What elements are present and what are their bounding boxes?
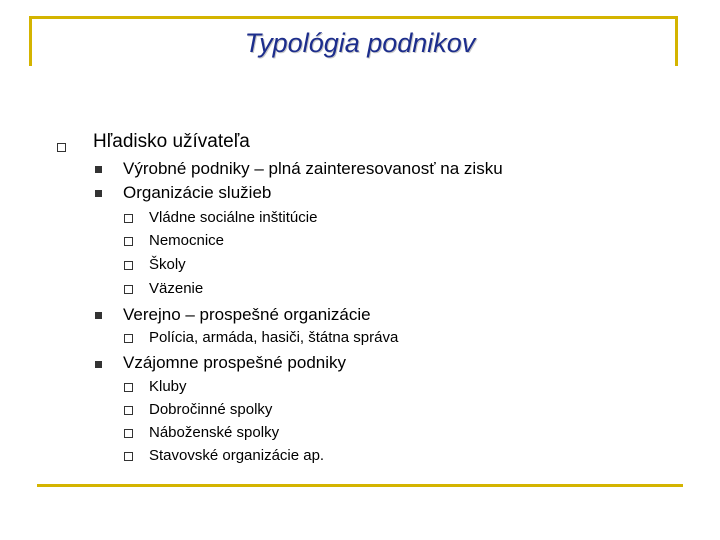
sub-list-item: Vládne sociálne inštitúcie [149, 209, 318, 226]
sub-list-item: Náboženské spolky [149, 424, 280, 441]
list-item: Výrobné podniky – plná zainteresovanosť na zisku [123, 159, 503, 178]
sub-list-item: Väzenie [149, 280, 204, 297]
sub-list-item: Polícia, armáda, hasiči, štátna správa [149, 329, 399, 346]
hollow-square-bullet-icon [124, 285, 133, 294]
solid-square-bullet-icon [95, 190, 102, 197]
hollow-square-bullet-icon [124, 334, 133, 343]
sub-list-item: Kluby [149, 378, 187, 395]
sub-list-item: Stavovské organizácie ap. [149, 447, 325, 464]
sub-list-item: Školy [149, 256, 186, 273]
solid-square-bullet-icon [95, 361, 102, 368]
hollow-square-bullet-icon [124, 383, 133, 392]
heading-text: Hľadisko užívateľa [93, 131, 250, 152]
list-item: Verejno – prospešné organizácie [123, 305, 371, 324]
hollow-square-bullet-icon [124, 261, 133, 270]
sub-list-item: Nemocnice [149, 232, 225, 249]
hollow-square-bullet-icon [124, 429, 133, 438]
hollow-square-bullet-icon [124, 452, 133, 461]
list-item: Vzájomne prospešné podniky [123, 353, 347, 372]
frame-top-line [29, 16, 677, 19]
hollow-square-bullet-icon [124, 406, 133, 415]
sub-list-item: Dobročinné spolky [149, 401, 273, 418]
solid-square-bullet-icon [95, 312, 102, 319]
solid-square-bullet-icon [95, 166, 102, 173]
hollow-square-bullet-icon [124, 237, 133, 246]
list-item: Organizácie služieb [123, 183, 272, 202]
hollow-square-bullet-icon [57, 143, 66, 152]
hollow-square-bullet-icon [124, 214, 133, 223]
frame-bottom-line [37, 484, 683, 487]
slide-title: Typológia podnikov [244, 28, 476, 58]
